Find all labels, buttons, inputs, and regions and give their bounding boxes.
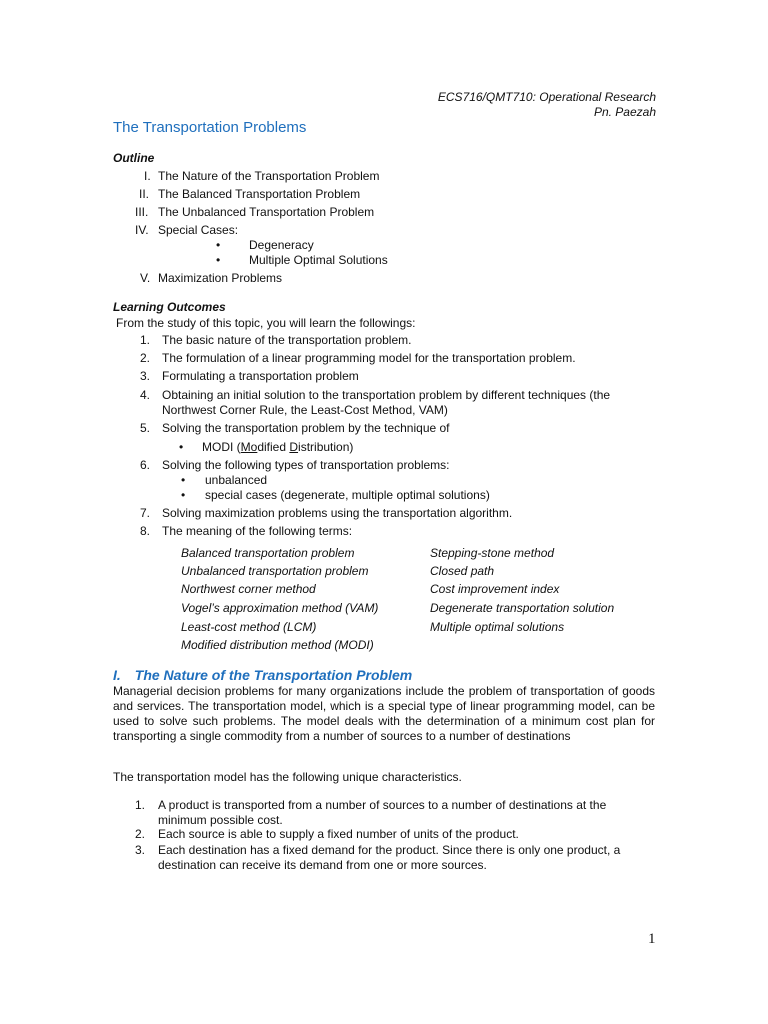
outcome-item: Obtaining an initial solution to the transportation problem by different techniques (the bbox=[162, 388, 611, 402]
page-number: 1 bbox=[648, 931, 656, 947]
characteristic-num: 1. bbox=[135, 798, 146, 812]
outcome-item: Formulating a transportation problem bbox=[162, 369, 359, 383]
outcome-num: 7. bbox=[140, 506, 151, 520]
problem-type-item: special cases (degenerate, multiple optimal solutions) bbox=[205, 488, 490, 502]
bullet: • bbox=[181, 488, 186, 502]
outcome-item: Solving the following types of transportation problems: bbox=[162, 458, 450, 472]
outline-num: IV. bbox=[135, 223, 149, 237]
term-right: Closed path bbox=[430, 564, 495, 578]
bullet: • bbox=[181, 473, 186, 487]
outline-item: Maximization Problems bbox=[158, 271, 283, 285]
characteristic-item: A product is transported from a number of sources to a number of destinations at the minimum possible cost. bbox=[158, 798, 607, 827]
outcome-num: 4. bbox=[140, 388, 151, 402]
term-right: Cost improvement index bbox=[430, 582, 560, 596]
term-left: Modified distribution method (MODI) bbox=[181, 638, 374, 652]
outcome-num: 8. bbox=[140, 524, 151, 538]
outline-num: II. bbox=[139, 187, 150, 201]
outcome-item: The meaning of the following terms: bbox=[162, 524, 353, 538]
outline-item: The Unbalanced Transportation Problem bbox=[158, 205, 375, 219]
learning-outcomes-heading: Learning Outcomes bbox=[113, 300, 226, 314]
section-heading bbox=[113, 667, 412, 684]
term-right: Stepping-stone method bbox=[430, 546, 555, 560]
outcome-num: 3. bbox=[140, 369, 151, 383]
outcome-item: The basic nature of the transportation problem. bbox=[162, 333, 412, 347]
term-left: Unbalanced transportation problem bbox=[181, 564, 369, 578]
outline-item: The Nature of the Transportation Problem bbox=[158, 169, 380, 183]
section-paragraph: Managerial decision problems for many organizations include the problem of transportation of goods and services. The transportation model, which is a special type of linear programming model, can be used to solve such problems. The model deals with the determination of a minimum cost plan for transporting a single commodity from a number of sources to a number of destinations bbox=[113, 684, 655, 743]
characteristic-item: Each destination has a fixed demand for the product. Since there is only one product, a destination can receive its demand from one or more sources. bbox=[158, 843, 621, 872]
learning-intro: From the study of this topic, you will learn the followings: bbox=[116, 316, 416, 330]
characteristic-item: Each source is able to supply a fixed number of units of the product. bbox=[158, 827, 519, 841]
problem-type-item: unbalanced bbox=[205, 473, 268, 487]
bullet: • bbox=[179, 440, 184, 454]
outcome-num: 6. bbox=[140, 458, 151, 472]
outline-heading: Outline bbox=[113, 151, 155, 165]
section-paragraph: The transportation model has the following unique characteristics. bbox=[113, 770, 462, 784]
characteristic-num: 2. bbox=[135, 827, 146, 841]
lecturer-name: Pn. Paezah bbox=[593, 105, 656, 119]
outline-num: III. bbox=[135, 205, 149, 219]
characteristic-num: 3. bbox=[135, 843, 146, 857]
bullet: • bbox=[216, 253, 221, 267]
outcome-item: Solving the transportation problem by the technique of bbox=[162, 421, 450, 435]
term-left: Balanced transportation problem bbox=[181, 546, 355, 560]
outcome-num: 5. bbox=[140, 421, 151, 435]
outline-item: Special Cases: bbox=[158, 223, 239, 237]
outcome-num: 1. bbox=[140, 333, 151, 347]
term-left: Northwest corner method bbox=[181, 582, 316, 596]
outcome-item: Solving maximization problems using the transportation algorithm. bbox=[162, 506, 513, 520]
term-left: Vogel’s approximation method (VAM) bbox=[181, 601, 379, 615]
section-number: I. bbox=[113, 667, 121, 683]
outcome-num: 2. bbox=[140, 351, 151, 365]
outline-num: I. bbox=[144, 169, 151, 183]
section-title: The Nature of the Transportation Problem bbox=[134, 667, 413, 683]
term-right: Degenerate transportation solution bbox=[430, 601, 615, 615]
outline-item: The Balanced Transportation Problem bbox=[158, 187, 361, 201]
outline-num: V. bbox=[140, 271, 151, 285]
term-right: Multiple optimal solutions bbox=[430, 620, 565, 634]
special-case-item: Degeneracy bbox=[249, 238, 314, 252]
special-case-item: Multiple Optimal Solutions bbox=[249, 253, 388, 267]
outcome-item-continued: Northwest Corner Rule, the Least-Cost Method, VAM) bbox=[162, 403, 448, 417]
bullet: • bbox=[216, 238, 221, 252]
page-title: The Transportation Problems bbox=[113, 119, 307, 136]
term-left: Least-cost method (LCM) bbox=[181, 620, 317, 634]
course-code: ECS716/QMT710: Operational Research bbox=[437, 90, 656, 104]
outcome-item: The formulation of a linear programming model for the transportation problem. bbox=[162, 351, 576, 365]
modi-item: MODI (Modified Distribution) bbox=[202, 440, 354, 454]
